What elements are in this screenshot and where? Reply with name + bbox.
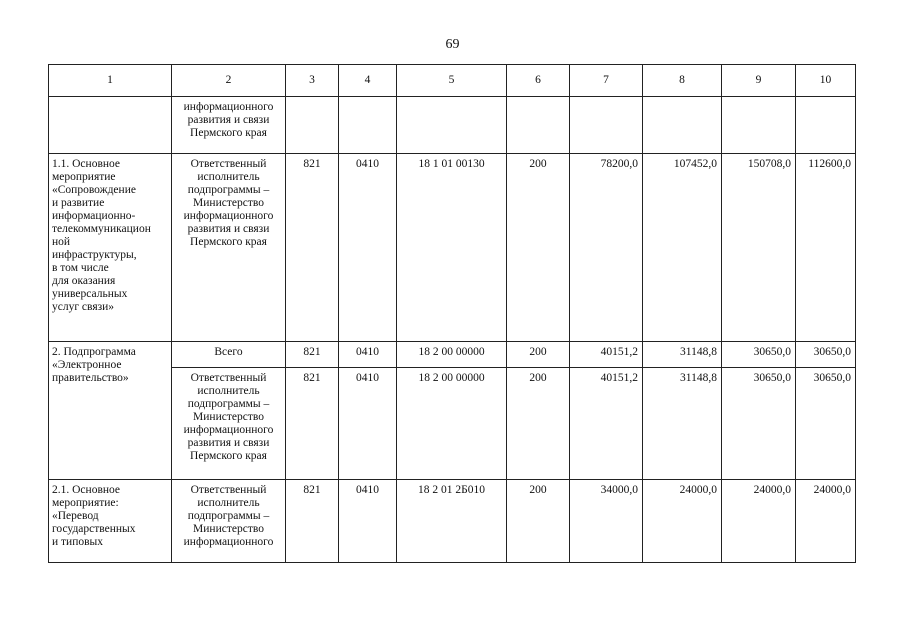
program-name-cell: [49, 97, 172, 154]
amount-cell: 24000,0: [643, 480, 722, 563]
header-cell: 1: [49, 65, 172, 97]
amount-cell: 107452,0: [643, 154, 722, 342]
amount-cell: 30650,0: [722, 368, 796, 480]
code-cell: 0410: [339, 342, 397, 368]
program-name-cell: 2.1. Основное мероприятие: «Перевод государственных и типовых: [49, 480, 172, 563]
code-cell: 0410: [339, 368, 397, 480]
header-cell: 9: [722, 65, 796, 97]
header-cell: 10: [796, 65, 856, 97]
table-header-row: [49, 65, 856, 97]
amount-cell: 24000,0: [722, 480, 796, 563]
amount-cell: 40151,2: [570, 342, 643, 368]
amount-cell: [643, 97, 722, 154]
amount-cell: 40151,2: [570, 368, 643, 480]
header-cell: 2: [172, 65, 286, 97]
code-cell: 821: [286, 480, 339, 563]
responsible-cell: Ответственный исполнитель подпрограммы – Министерство информационного развития и связи Пермского края: [172, 154, 286, 342]
amount-cell: [796, 97, 856, 154]
amount-cell: 34000,0: [570, 480, 643, 563]
amount-cell: 150708,0: [722, 154, 796, 342]
code-cell: [286, 97, 339, 154]
code-cell: 0410: [339, 480, 397, 563]
responsible-cell: Всего: [172, 342, 286, 368]
header-cell: 4: [339, 65, 397, 97]
budget-table: [48, 64, 856, 563]
amount-cell: [570, 97, 643, 154]
code-cell: 821: [286, 368, 339, 480]
program-name-cell: 2. Подпрограмма «Электронное правительство»: [49, 342, 172, 480]
program-name-cell: 1.1. Основное мероприятие «Сопровождение и развитие информационно- телекоммуникацион ной инфраструктуры, в том числе для оказания универсальных услуг связи»: [49, 154, 172, 342]
amount-cell: 112600,0: [796, 154, 856, 342]
amount-cell: 78200,0: [570, 154, 643, 342]
amount-cell: 24000,0: [796, 480, 856, 563]
amount-cell: 31148,8: [643, 368, 722, 480]
header-cell: 8: [643, 65, 722, 97]
responsible-cell: информационного развития и связи Пермского края: [172, 97, 286, 154]
amount-cell: 30650,0: [722, 342, 796, 368]
code-cell: 200: [507, 368, 570, 480]
code-cell: 18 2 00 00000: [397, 342, 507, 368]
table-row: [49, 342, 856, 368]
table-row: [49, 154, 856, 342]
amount-cell: 31148,8: [643, 342, 722, 368]
code-cell: 821: [286, 154, 339, 342]
code-cell: 18 1 01 00130: [397, 154, 507, 342]
header-cell: 5: [397, 65, 507, 97]
amount-cell: [722, 97, 796, 154]
code-cell: 18 2 01 2Б010: [397, 480, 507, 563]
amount-cell: 30650,0: [796, 342, 856, 368]
code-cell: 18 2 00 00000: [397, 368, 507, 480]
code-cell: 0410: [339, 154, 397, 342]
responsible-cell: Ответственный исполнитель подпрограммы – Министерство информационного развития и связи Пермского края: [172, 368, 286, 480]
page-number: 69: [445, 37, 460, 52]
amount-cell: 30650,0: [796, 368, 856, 480]
table-row: [49, 97, 856, 154]
table-row: [49, 480, 856, 563]
code-cell: [397, 97, 507, 154]
code-cell: 200: [507, 480, 570, 563]
header-cell: 7: [570, 65, 643, 97]
code-cell: [507, 97, 570, 154]
header-cell: 3: [286, 65, 339, 97]
code-cell: 200: [507, 342, 570, 368]
code-cell: [339, 97, 397, 154]
code-cell: 821: [286, 342, 339, 368]
code-cell: 200: [507, 154, 570, 342]
responsible-cell: Ответственный исполнитель подпрограммы – Министерство информационного: [172, 480, 286, 563]
header-cell: 6: [507, 65, 570, 97]
